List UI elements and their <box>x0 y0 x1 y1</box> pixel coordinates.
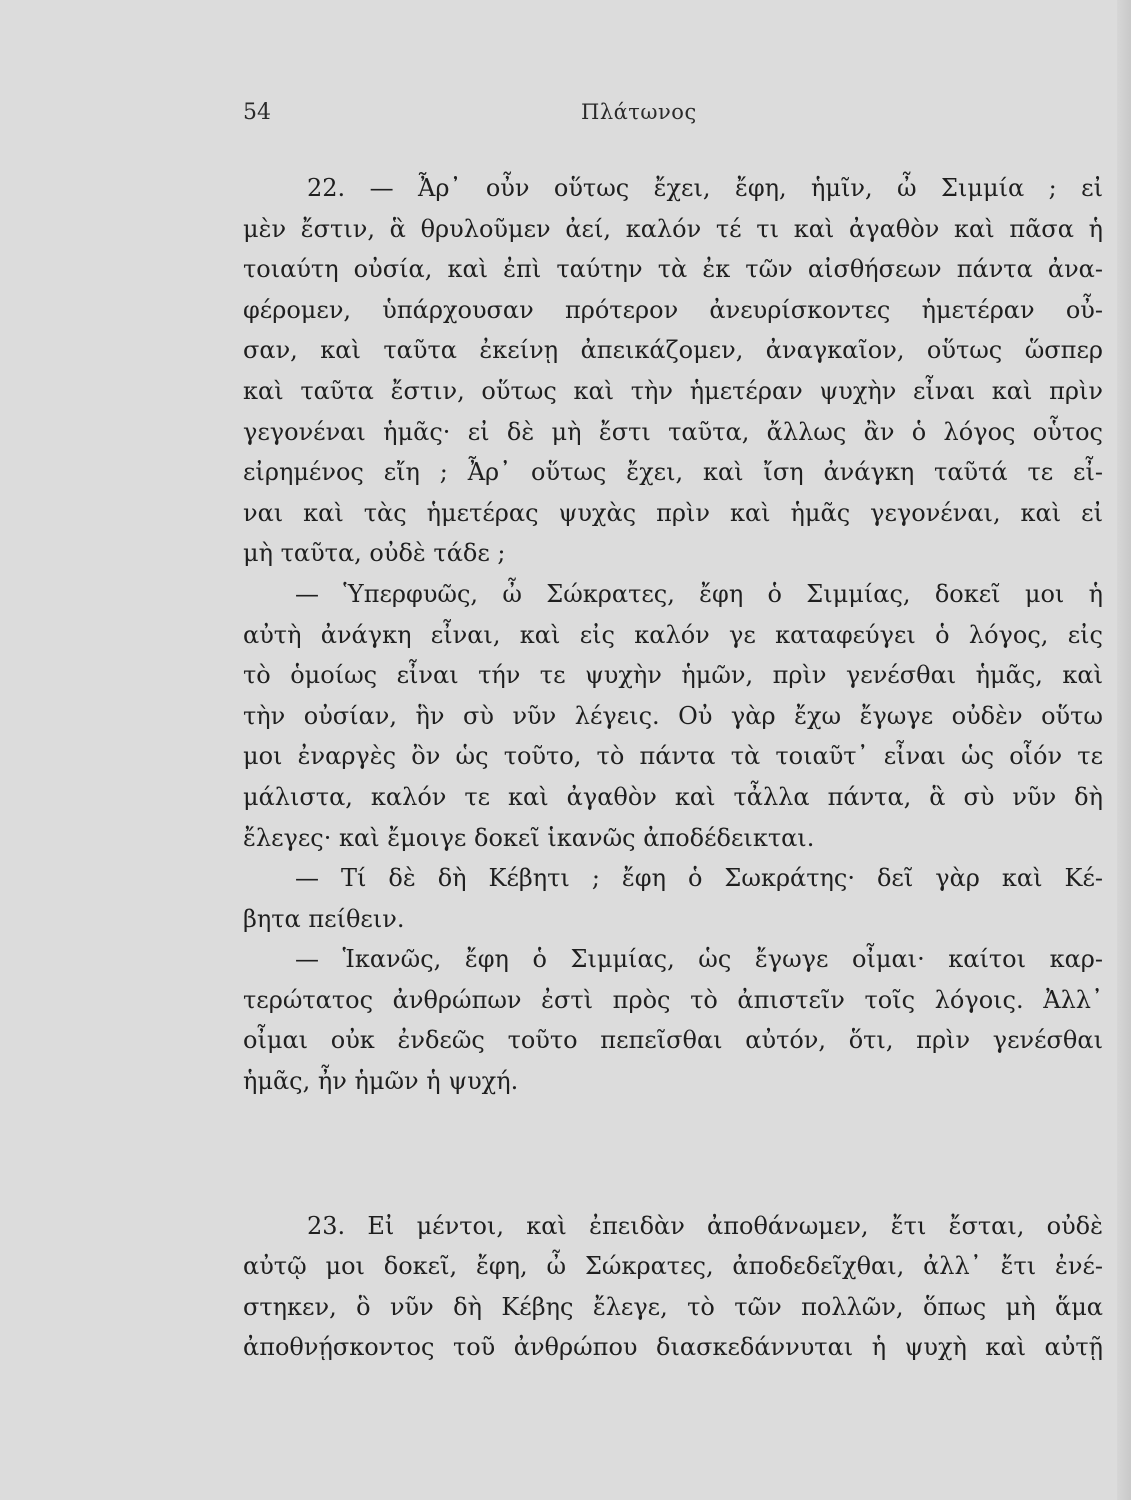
text-line: βητα πείθειν. <box>243 904 405 933</box>
text-line: γεγονέναι ἡμᾶς· εἰ δὲ μὴ ἔστι ταῦτα, ἄλλως ἂν ὁ λόγος οὗτος <box>243 417 1103 446</box>
text-line: εἰρημένος εἴη ; Ἆρ᾽ οὕτως ἔχει, καὶ ἴση ἀνάγκη ταῦτά τε εἶ- <box>243 458 1103 487</box>
text-line: ναι καὶ τὰς ἡμετέρας ψυχὰς πρὶν καὶ ἡμᾶς γεγονέναι, καὶ εἰ <box>243 498 1103 527</box>
text-line: 22. — Ἆρ᾽ οὖν οὕτως ἔχει, ἔφη, ἡμῖν, ὦ Σιμμία ; εἰ <box>307 174 1103 202</box>
text-line: οἶμαι οὐκ ἐνδεῶς τοῦτο πεπεῖσθαι αὐτόν, ὅτι, πρὶν γενέσθαι <box>243 1026 1103 1055</box>
section-gap <box>243 1102 1103 1206</box>
paragraph-simmias-answer <box>243 939 1103 1101</box>
paragraph-simmias-reply <box>243 574 1103 858</box>
text-line: μὲν ἔστιν, ἃ θρυλοῦμεν ἀεί, καλόν τέ τι καὶ ἀγαθὸν καὶ πᾶσα ἡ <box>243 214 1103 243</box>
text-line: τερώτατος ἀνθρώπων ἐστὶ πρὸς τὸ ἀπιστεῖν τοῖς λόγοις. Ἀλλ᾽ <box>243 985 1103 1014</box>
text-line: μάλιστα, καλόν τε καὶ ἀγαθὸν καὶ τἆλλα πάντα, ἃ σὺ νῦν δὴ <box>243 782 1103 811</box>
running-head: Πλάτωνος <box>581 100 697 124</box>
text-line: τὴν οὐσίαν, ἣν σὺ νῦν λέγεις. Οὐ γὰρ ἔχω ἔγωγε οὐδὲν οὕτω <box>243 701 1103 730</box>
paragraph-23 <box>243 1206 1103 1368</box>
text-line: στηκεν, ὃ νῦν δὴ Κέβης ἔλεγε, τὸ τῶν πολλῶν, ὅπως μὴ ἅμα <box>243 1292 1103 1321</box>
text-line: ἀποθνῄσκοντος τοῦ ἀνθρώπου διασκεδάννυται ἡ ψυχὴ καὶ αὐτῇ <box>243 1333 1103 1362</box>
text-line: φέρομεν, ὑπάρχουσαν πρότερον ἀνευρίσκοντες ἡμετέραν οὖ- <box>243 295 1103 324</box>
page-number: 54 <box>243 100 271 125</box>
text-line: τοιαύτη οὐσία, καὶ ἐπὶ ταύτην τὰ ἐκ τῶν αἰσθήσεων πάντα ἀνα- <box>243 255 1103 284</box>
text-line: ἡμᾶς, ἦν ἡμῶν ἡ ψυχή. <box>243 1067 519 1096</box>
text-line: — Ἱκανῶς, ἔφη ὁ Σιμμίας, ὡς ἔγωγε οἶμαι· καίτοι καρ- <box>295 945 1103 974</box>
text-line: μὴ ταῦτα, οὐδὲ τάδε ; <box>243 539 506 568</box>
text-line: αὐτὴ ἀνάγκη εἶναι, καὶ εἰς καλόν γε καταφεύγει ὁ λόγος, εἰς <box>243 620 1103 649</box>
text-line: ἔλεγες· καὶ ἔμοιγε δοκεῖ ἱκανῶς ἀποδέδεικται. <box>243 823 815 852</box>
paragraph-22 <box>243 168 1103 574</box>
text-line: αὐτῷ μοι δοκεῖ, ἔφη, ὦ Σώκρατες, ἀποδεδεῖχθαι, ἀλλ᾽ ἔτι ἐνέ- <box>243 1252 1103 1281</box>
text-line: 23. Εἰ μέντοι, καὶ ἐπειδὰν ἀποθάνωμεν, ἔτι ἔσται, οὐδὲ <box>307 1211 1103 1240</box>
text-line: καὶ ταῦτα ἔστιν, οὕτως καὶ τὴν ἡμετέραν ψυχὴν εἶναι καὶ πρὶν <box>243 376 1103 405</box>
main-text <box>243 168 1103 1368</box>
page-header <box>243 100 1103 140</box>
text-line: τὸ ὁμοίως εἶναι τήν τε ψυχὴν ἡμῶν, πρὶν γενέσθαι ἡμᾶς, καὶ <box>243 661 1103 690</box>
paragraph-socrates-question <box>243 858 1103 939</box>
text-line: — Τί δὲ δὴ Κέβητι ; ἔφη ὁ Σωκράτης· δεῖ γὰρ καὶ Κέ- <box>295 864 1103 893</box>
text-line: μοι ἐναργὲς ὂν ὡς τοῦτο, τὸ πάντα τὰ τοιαῦτ᾽ εἶναι ὡς οἷόν τε <box>243 742 1103 771</box>
text-line: σαν, καὶ ταῦτα ἐκείνῃ ἀπεικάζομεν, ἀναγκαῖον, οὕτως ὥσπερ <box>243 336 1103 365</box>
text-line: — Ὑπερφυῶς, ὦ Σώκρατες, ἔφη ὁ Σιμμίας, δοκεῖ μοι ἡ <box>295 579 1103 608</box>
